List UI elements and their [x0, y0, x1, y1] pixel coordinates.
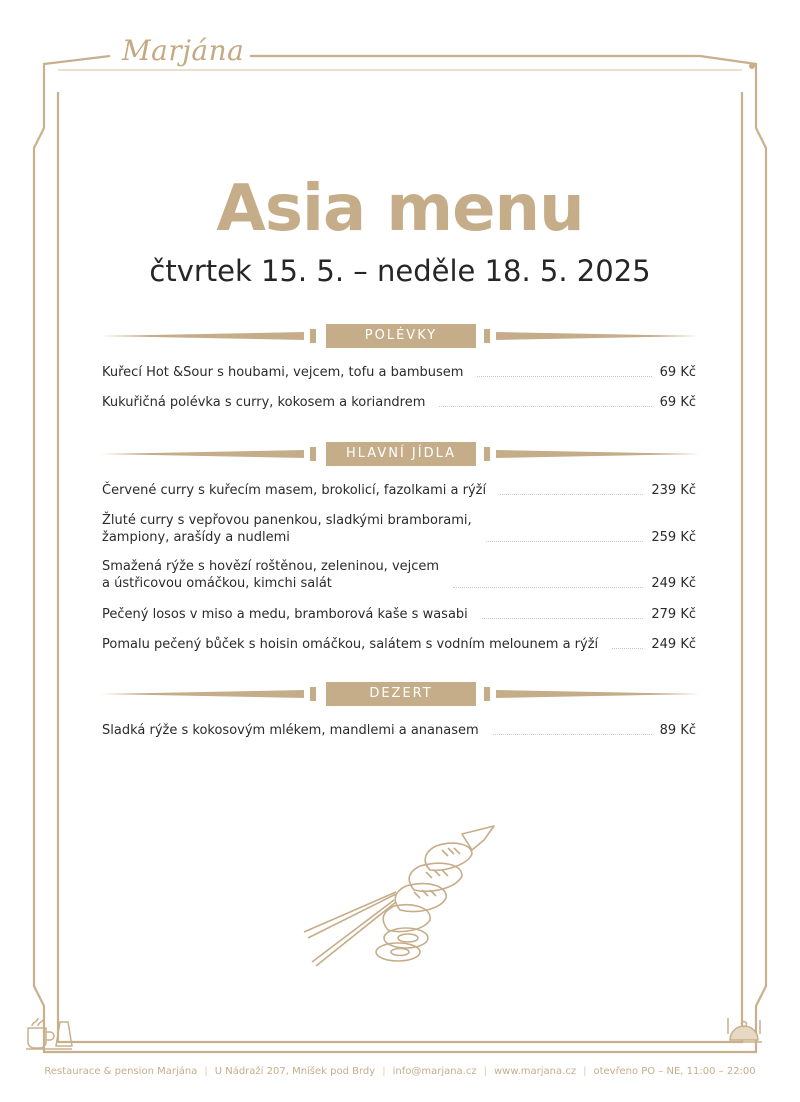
menu-item: [102, 606, 696, 623]
section-label: HLAVNÍ JÍDLA: [326, 442, 476, 466]
footer-separator: |: [382, 1066, 386, 1077]
footer-restaurant-name: Restaurace & pension Marjána: [44, 1066, 198, 1077]
section-header-mains: [100, 442, 700, 466]
footer-website-link[interactable]: www.marjana.cz: [494, 1066, 577, 1077]
menu-item-name: Pomalu pečený bůček s hoisin omáčkou, salátem s vodním melounem a rýží: [102, 637, 599, 652]
section-label: DEZERT: [326, 682, 476, 706]
cloche-icon: [724, 1008, 764, 1048]
section-items-mains: [102, 482, 696, 653]
menu-item: [102, 722, 696, 739]
menu-item-name: Smažená rýže s hovězí roštěnou, zeleninou, vejcem a ústřicovou omáčkou, kimchi salát: [102, 559, 440, 591]
footer-separator: |: [483, 1066, 487, 1077]
dotted-leader: [612, 648, 643, 649]
menu-item-price: 69 Kč: [659, 395, 696, 410]
footer-address: U Nádraží 207, Mníšek pod Brdy: [214, 1066, 376, 1077]
menu-item-name: Kuřecí Hot &Sour s houbami, vejcem, tofu a bambusem: [102, 365, 464, 380]
section-label: POLÉVKY: [326, 324, 476, 348]
menu-item-price: 249 Kč: [651, 576, 696, 591]
date-range: čtvrtek 15. 5. – neděle 18. 5. 2025: [149, 254, 651, 288]
menu-item: [102, 364, 696, 381]
footer-opening-hours: otevřeno PO – NE, 11:00 – 22:00: [593, 1066, 756, 1077]
menu-item-name: Žluté curry s vepřovou panenkou, sladkými bramborami, žampiony, arašídy a nudlemi: [102, 513, 472, 545]
section-header-dessert: [100, 682, 700, 706]
tableware-icon: [24, 1016, 74, 1050]
menu-item: [102, 394, 696, 411]
footer-separator: |: [583, 1066, 587, 1077]
brand-logo: Marjána: [116, 34, 250, 67]
dotted-leader: [453, 587, 643, 588]
footer-email-link[interactable]: info@marjana.cz: [392, 1066, 477, 1077]
dotted-leader: [482, 618, 644, 619]
dotted-leader: [500, 494, 643, 495]
dotted-leader: [486, 541, 644, 542]
section-items-dessert: [102, 722, 696, 739]
menu-item: [102, 636, 696, 653]
menu-item-name: Sladká rýže s kokosovým mlékem, mandlemi a ananasem: [102, 723, 479, 738]
menu-item-price: 279 Kč: [651, 607, 696, 622]
menu-item: [102, 558, 696, 592]
menu-item: [102, 512, 696, 546]
menu-item: [102, 482, 696, 499]
menu-item-name: Pečený losos v miso a medu, bramborová kaše s wasabi: [102, 607, 468, 622]
menu-item-price: 89 Kč: [659, 723, 696, 738]
menu-item-price: 259 Kč: [651, 530, 696, 545]
page-title: Asia menu: [216, 172, 584, 246]
dotted-leader: [477, 376, 651, 377]
menu-item-price: 69 Kč: [659, 365, 696, 380]
dotted-leader: [493, 734, 652, 735]
menu-item-name: Červené curry s kuřecím masem, brokolicí, fazolkami a rýží: [102, 483, 487, 498]
menu-item-price: 239 Kč: [651, 483, 696, 498]
footer: [0, 1066, 800, 1077]
section-header-soups: [100, 324, 700, 348]
section-items-soups: [102, 364, 696, 411]
menu-item-price: 249 Kč: [651, 637, 696, 652]
footer-separator: |: [204, 1066, 208, 1077]
menu-item-name: Kukuřičná polévka s curry, kokosem a koriandrem: [102, 395, 426, 410]
sushi-chopsticks-illustration: [296, 820, 506, 970]
dotted-leader: [439, 406, 651, 407]
